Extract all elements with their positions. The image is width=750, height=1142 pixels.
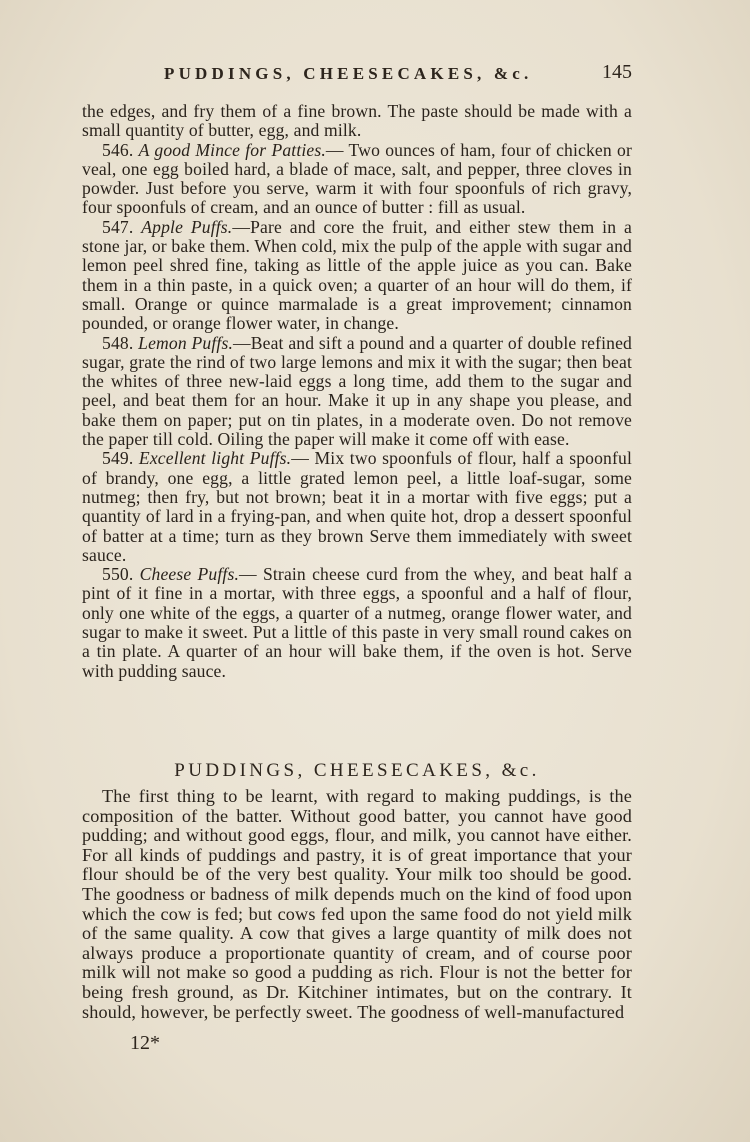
signature-mark: 12* — [130, 1032, 160, 1054]
recipe-body: — Two ounces of ham, four of chicken or veal, one egg boiled hard, a blade of mace, salt, and pepper, three cloves in powder. Just before you serve, warm it with four spoonfuls of rich gravy, four spoonfuls of cream, and an ounce of butter : fill as usual. — [82, 139, 632, 218]
recipe-title: Apple Puffs. — [141, 216, 233, 237]
recipe-548 — [82, 334, 632, 450]
recipe-546 — [82, 141, 632, 218]
page-number: 145 — [602, 61, 632, 83]
section-heading: PUDDINGS, CHEESECAKES, &c. — [174, 760, 540, 781]
essay-block — [82, 787, 632, 1022]
running-head — [82, 61, 632, 90]
recipe-549 — [82, 449, 632, 565]
recipe-body: —Beat and sift a pound and a quarter of double refined sugar, grate the rind of two large lemons and mix it with the sugar; then beat the whites of three new-laid eggs a long time, add them to the sugar and peel, and beat them for an hour. Make it up in any shape you please, and bake them on paper; put on tin plates, in a moderate oven. Do not remove the paper till cold. Oiling the paper will make it come off with ease. — [82, 332, 632, 450]
recipe-body: —Pare and core the fruit, and either stew them in a stone jar, or bake them. When cold, mix the pulp of the apple with sugar and lemon peel shred fine, taking as little of the apple juice as you can. Bake them in a thin paste, in a quick oven; a quarter of an hour will do them, if small. Orange or quince marmalade is a great improvement; cinnamon pounded, or orange flower water, in change. — [82, 216, 632, 334]
continued-paragraph: the edges, and fry them of a fine brown. The paste should be made with a small quantity of butter, egg, and milk. — [82, 101, 632, 141]
recipe-547 — [82, 218, 632, 334]
essay-paragraph: The first thing to be learnt, with regard to making puddings, is the composition of the batter. Without good batter, you cannot have good pudding; and without good eggs, flour, and milk, you cannot have either. For all kinds of puddings and pastry, it is of great importance that your flour should be of the very best quality. Your milk too should be good. The goodness or badness of milk depends much on the kind of food upon which the cow is fed; but cows fed upon the same food do not yield milk of the same quality. A cow that gives a large quantity of milk does not always produce a proportionate quantity of cream, and of course poor milk will not make so good a pudding as rich. Flour is not the better for being fresh ground, as Dr. Kitchiner intimates, but on the contrary. It should, however, be perfectly sweet. The goodness of well-manufactured — [82, 786, 632, 1022]
recipe-number: 548. — [102, 332, 134, 353]
running-head-title: PUDDINGS, CHEESECAKES, &c. — [164, 64, 533, 83]
recipe-title: Cheese Puffs. — [139, 564, 239, 585]
recipe-title: Lemon Puffs. — [138, 332, 233, 353]
recipe-body: — Strain cheese curd from the whey, and beat half a pint of it fine in a mortar, with three eggs, a spoonful and a half of flour, only one white of the eggs, a quarter of a nutmeg, orange flower water, and sugar to make it sweet. Put a little of this paste in very small round cakes on a tin plate. A quarter of an hour will bake them, if the oven is hot. Serve with pudding sauce. — [82, 564, 632, 681]
recipe-number: 546. — [102, 139, 134, 160]
recipe-number: 550. — [102, 564, 134, 585]
recipe-550 — [82, 565, 632, 681]
recipes-block — [82, 102, 632, 681]
recipe-title: Excellent light Puffs. — [138, 448, 292, 469]
recipe-title: A good Mince for Patties. — [138, 139, 326, 160]
recipe-number: 549. — [102, 448, 134, 469]
recipe-body: — Mix two spoonfuls of flour, half a spoonful of brandy, one egg, a little grated lemon peel, a little loaf-sugar, some nutmeg; then fry, but not brown; beat it in a mortar with five eggs; put a quantity of lard in a frying-pan, and when quite hot, drop a dessert spoonful of batter at a time; turn as they brown Serve them immediately with sweet sauce. — [82, 448, 632, 565]
recipe-number: 547. — [102, 216, 134, 237]
